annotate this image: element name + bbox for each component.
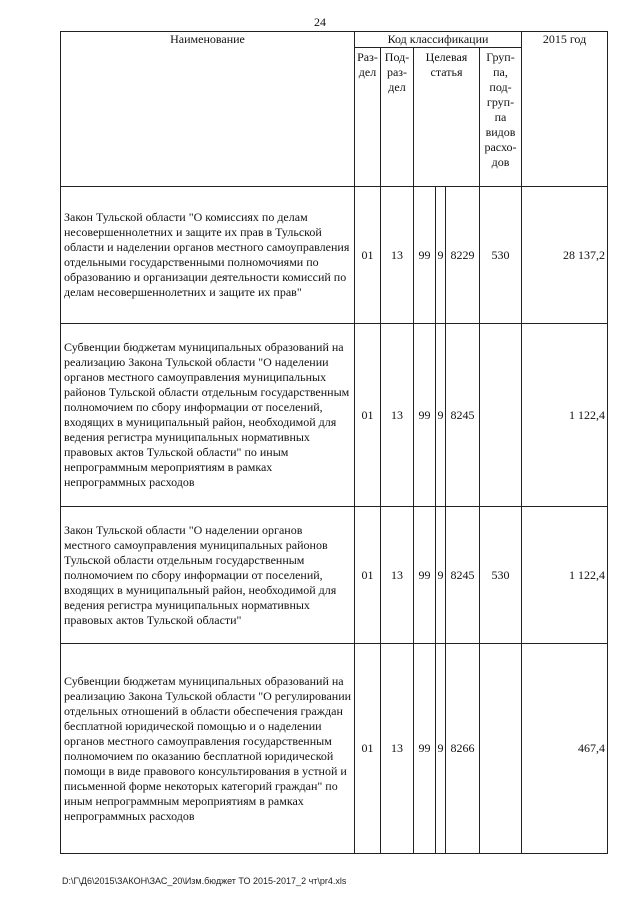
row-code-subprogram: 9	[436, 187, 446, 324]
row-amount: 467,4	[522, 644, 608, 854]
row-section: 01	[355, 187, 381, 324]
table-row	[61, 187, 608, 324]
table-row	[61, 507, 608, 644]
row-code-program: 99	[414, 507, 436, 644]
table-row	[61, 324, 608, 507]
header-group-line: расхо-	[484, 140, 517, 154]
header-group-line: груп-	[486, 95, 515, 109]
budget-table	[60, 31, 608, 854]
header-section-line: дел	[358, 65, 377, 79]
row-amount: 1 122,4	[522, 507, 608, 644]
header-section-line: Раз-	[357, 50, 378, 64]
header-subsection-line: Под-	[384, 50, 410, 64]
header-name: Наименование	[61, 32, 355, 187]
row-name: Субвенции бюджетам муниципальных образований на реализацию Закона Тульской области "О регулировании отдельных отношений в области обеспечения граждан бесплатной юридической помощью и о наделении органов местного самоуправления государственным полномочием по оказанию бесплатной юридической помощи в виде правового консультирования в устной и письменной форме некоторых категорий граждан" по иным непрограммным мероприятиям в рамках непрограммных расходов	[61, 644, 355, 854]
row-code-program: 99	[414, 324, 436, 507]
table-row	[61, 644, 608, 854]
row-name: Субвенции бюджетам муниципальных образований на реализацию Закона Тульской области "О наделении органов местного самоуправления муниципальных районов Тульской области отдельным государственным полномочием по сбору информации от поселений, входящих в муниципальный район, необходимой для ведения регистра муниципальных нормативных правовых актов Тульской области" по иным непрограммным мероприятиям в рамках непрограммных расходов	[61, 324, 355, 507]
file-path-footer: D:\Г\Д6\2015\ЗАКОН\ЗАС_20\Изм.бюджет ТО 2015-2017_2 чт\pr4.xls	[62, 876, 347, 886]
header-group-line: па	[494, 110, 507, 124]
row-section: 01	[355, 324, 381, 507]
row-subsection: 13	[381, 507, 414, 644]
header-subsection	[381, 48, 414, 187]
row-expense-group	[480, 324, 522, 507]
header-group-line: па,	[493, 65, 508, 79]
row-name: Закон Тульской области "О наделении органов местного самоуправления муниципальных районов Тульской области отдельным государственным полномочием по сбору информации от поселений, входящих в муниципальный район, необходимой для ведения регистра муниципальных нормативных правовых актов Тульской области"	[61, 507, 355, 644]
header-target-line: статья	[430, 65, 463, 79]
page-number: 24	[314, 15, 326, 29]
row-subsection: 13	[381, 324, 414, 507]
row-amount: 1 122,4	[522, 324, 608, 507]
row-code-subprogram: 9	[436, 644, 446, 854]
row-code-subprogram: 9	[436, 507, 446, 644]
header-group-line: под-	[489, 80, 512, 94]
header-group-line: дов	[491, 155, 510, 169]
row-code-subprogram: 9	[436, 324, 446, 507]
header-target-line: Целевая	[425, 50, 468, 64]
row-section: 01	[355, 644, 381, 854]
row-code-program: 99	[414, 187, 436, 324]
row-subsection: 13	[381, 187, 414, 324]
row-amount: 28 137,2	[522, 187, 608, 324]
header-year: 2015 год	[522, 32, 608, 187]
row-expense-group: 530	[480, 507, 522, 644]
row-code-direction: 8266	[446, 644, 480, 854]
header-section	[355, 48, 381, 187]
row-code-direction: 8245	[446, 324, 480, 507]
header-target-article	[414, 48, 480, 187]
header-expense-group	[480, 48, 522, 187]
header-classification: Код классификации	[355, 32, 522, 48]
header-subsection-line: дел	[388, 80, 406, 94]
row-section: 01	[355, 507, 381, 644]
row-name: Закон Тульской области "О комиссиях по делам несовершеннолетних и защите их прав в Тульской области и наделении органов местного самоуправления отдельными государственными полномочиями по образованию и организации деятельности комиссий по делам несовершеннолетних и защите их прав"	[61, 187, 355, 324]
header-group-line: Груп-	[486, 50, 515, 64]
row-expense-group: 530	[480, 187, 522, 324]
row-expense-group	[480, 644, 522, 854]
header-subsection-line: раз-	[386, 65, 408, 79]
header-group-line: видов	[485, 125, 516, 139]
header-row-top	[61, 32, 608, 48]
row-subsection: 13	[381, 644, 414, 854]
row-code-direction: 8245	[446, 507, 480, 644]
row-code-program: 99	[414, 644, 436, 854]
row-code-direction: 8229	[446, 187, 480, 324]
